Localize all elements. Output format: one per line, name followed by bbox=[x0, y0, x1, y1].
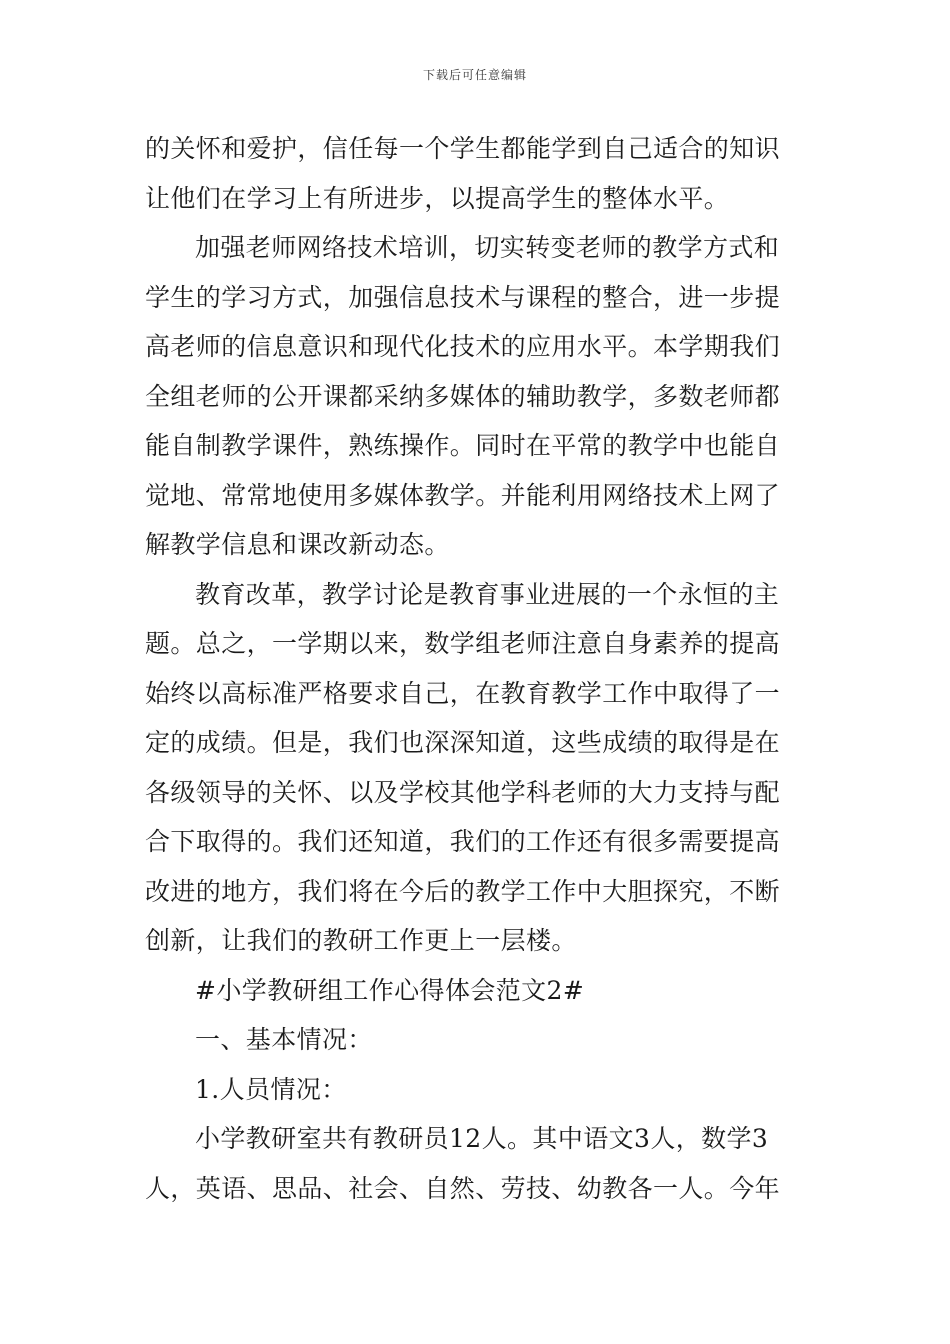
page-header: 下载后可任意编辑 bbox=[422, 68, 527, 82]
text-line: 题。总之，一学期以来，数学组老师注意自身素养的提高 bbox=[145, 629, 781, 658]
paragraph-start: 教育改革，教学讨论是教育事业进展的一个永恒的主 bbox=[195, 579, 780, 609]
text-line: 让他们在学习上有所进步，以提高学生的整体水平。 bbox=[145, 183, 730, 213]
text-line: 定的成绩。但是，我们也深深知道，这些成绩的取得是在 bbox=[145, 728, 781, 757]
text-line: 改进的地方，我们将在今后的教学工作中大胆探究，不断 bbox=[145, 876, 781, 906]
text-line: 创新，让我们的教研工作更上一层楼。 bbox=[145, 926, 577, 955]
text-line: 高老师的信息意识和现代化技术的应用水平。本学期我们 bbox=[145, 332, 781, 361]
text-line: 的关怀和爱护，信任每一个学生都能学到自己适合的知识 bbox=[145, 134, 781, 163]
text-line: 合下取得的。我们还知道，我们的工作还有很多需要提高 bbox=[145, 827, 781, 856]
text-line: 学生的学习方式，加强信息技术与课程的整合，进一步提 bbox=[145, 282, 781, 312]
text-line: 人，英语、思品、社会、自然、劳技、幼教各一人。今年 bbox=[145, 1173, 781, 1203]
section-heading: #小学教研组工作心得体会范文2# bbox=[195, 975, 585, 1005]
text-line: 始终以高标准严格要求自己，在教育教学工作中取得了一 bbox=[145, 678, 781, 708]
text-line: 觉地、常常地使用多媒体教学。并能利用网络技术上网了 bbox=[145, 480, 781, 510]
text-line: 各级领导的关怀、以及学校其他学科老师的大力支持与配 bbox=[145, 777, 781, 807]
text-line: 全组老师的公开课都采纳多媒体的辅助教学，多数老师都 bbox=[145, 381, 781, 411]
paragraph-start: 小学教研室共有教研员12人。其中语文3人，数学3 bbox=[195, 1124, 769, 1153]
text-line: 能自制教学课件，熟练操作。同时在平常的教学中也能自 bbox=[145, 431, 781, 460]
paragraph-start: 加强老师网络技术培训，切实转变老师的教学方式和 bbox=[195, 233, 780, 262]
list-heading: 1.人员情况： bbox=[195, 1074, 347, 1104]
document-body bbox=[145, 124, 807, 1213]
text-line: 解教学信息和课改新动态。 bbox=[145, 530, 450, 559]
subsection-heading: 一、基本情况： bbox=[195, 1025, 373, 1054]
